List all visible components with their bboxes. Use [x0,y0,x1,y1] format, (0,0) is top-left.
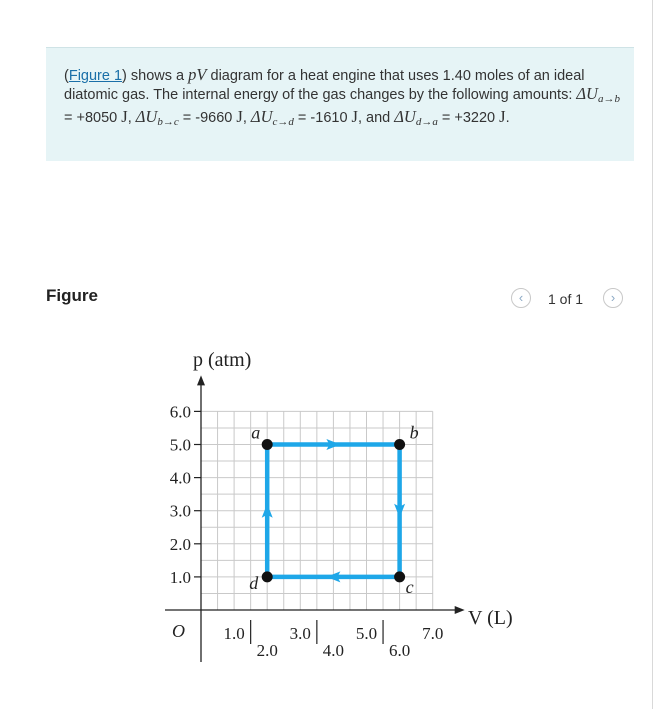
delta-u-bc-value: -9660 [195,110,233,126]
eq: = [437,110,455,126]
unit-j: J [236,107,243,126]
x-tick-label: 7.0 [422,624,444,643]
unit-j: J [499,107,506,126]
state-label: b [409,422,419,443]
delta-u-bc-sub: b→c [157,116,179,128]
unit-j: J [351,107,358,126]
delta-u-ab-value: +8050 [76,110,118,126]
pv-v: V [196,65,207,84]
figure-link[interactable]: Figure 1 [68,68,123,84]
pv-p: p [188,65,197,84]
state-point [262,439,273,450]
delta-u-cd: ΔU [250,107,273,126]
state-label: a [251,422,261,443]
eq: = [64,110,77,126]
x-tick-label: 2.0 [256,641,278,660]
period: . [505,110,510,126]
y-axis-label: p (atm) [193,349,252,371]
intro-text: ) shows a [122,68,189,84]
state-point [262,571,273,582]
state-point [394,571,405,582]
delta-u-ab-sub: a→b [597,93,620,105]
x-tick-label: 3.0 [289,624,311,643]
x-tick-label: 5.0 [355,624,378,643]
state-label: c [405,576,414,597]
figure-heading: Figure [46,286,98,305]
and-text: , and [357,110,395,126]
x-axis-label: V (L) [468,607,513,629]
delta-u-cd-value: -1610 [310,110,348,126]
x-tick-label: 6.0 [388,641,411,660]
y-tick-label: 1.0 [169,567,191,587]
eq: = [178,110,196,126]
sep: , [242,110,251,126]
sep: , [127,110,136,126]
axes [165,375,465,662]
delta-u-da-value: +3220 [454,110,496,126]
y-tick-label: 3.0 [169,501,191,521]
delta-u-bc: ΔU [135,107,158,126]
origin-label: O [172,621,185,641]
eq: = [293,110,311,126]
paren: ( [64,68,69,84]
delta-u-cd-sub: c→d [272,116,294,128]
x-axis-arrow [455,606,465,614]
delta-u-da: ΔU [394,107,416,126]
y-tick-label: 6.0 [169,402,191,422]
state-point [394,439,405,450]
y-axis-arrow [197,375,205,385]
y-tick-label: 2.0 [169,534,191,554]
unit-j: J [121,107,128,126]
x-tick-label: 1.0 [223,624,245,643]
y-tick-label: 4.0 [169,468,191,488]
state-label: d [249,572,259,593]
chevron-left-icon: ‹ [518,290,524,305]
figure-page-counter: 1 of 1 [548,291,584,307]
x-tick-label: 4.0 [322,641,345,660]
y-tick-label: 5.0 [169,435,191,455]
chevron-right-icon: › [610,290,616,305]
intro-text-2: diagram for a heat engine that uses 1.40 moles of an ideal diatomic gas. The internal energy of the gas changes by the following amounts: [64,68,585,103]
delta-u-da-sub: d→a [415,116,438,128]
delta-u-ab: ΔU [576,84,598,103]
